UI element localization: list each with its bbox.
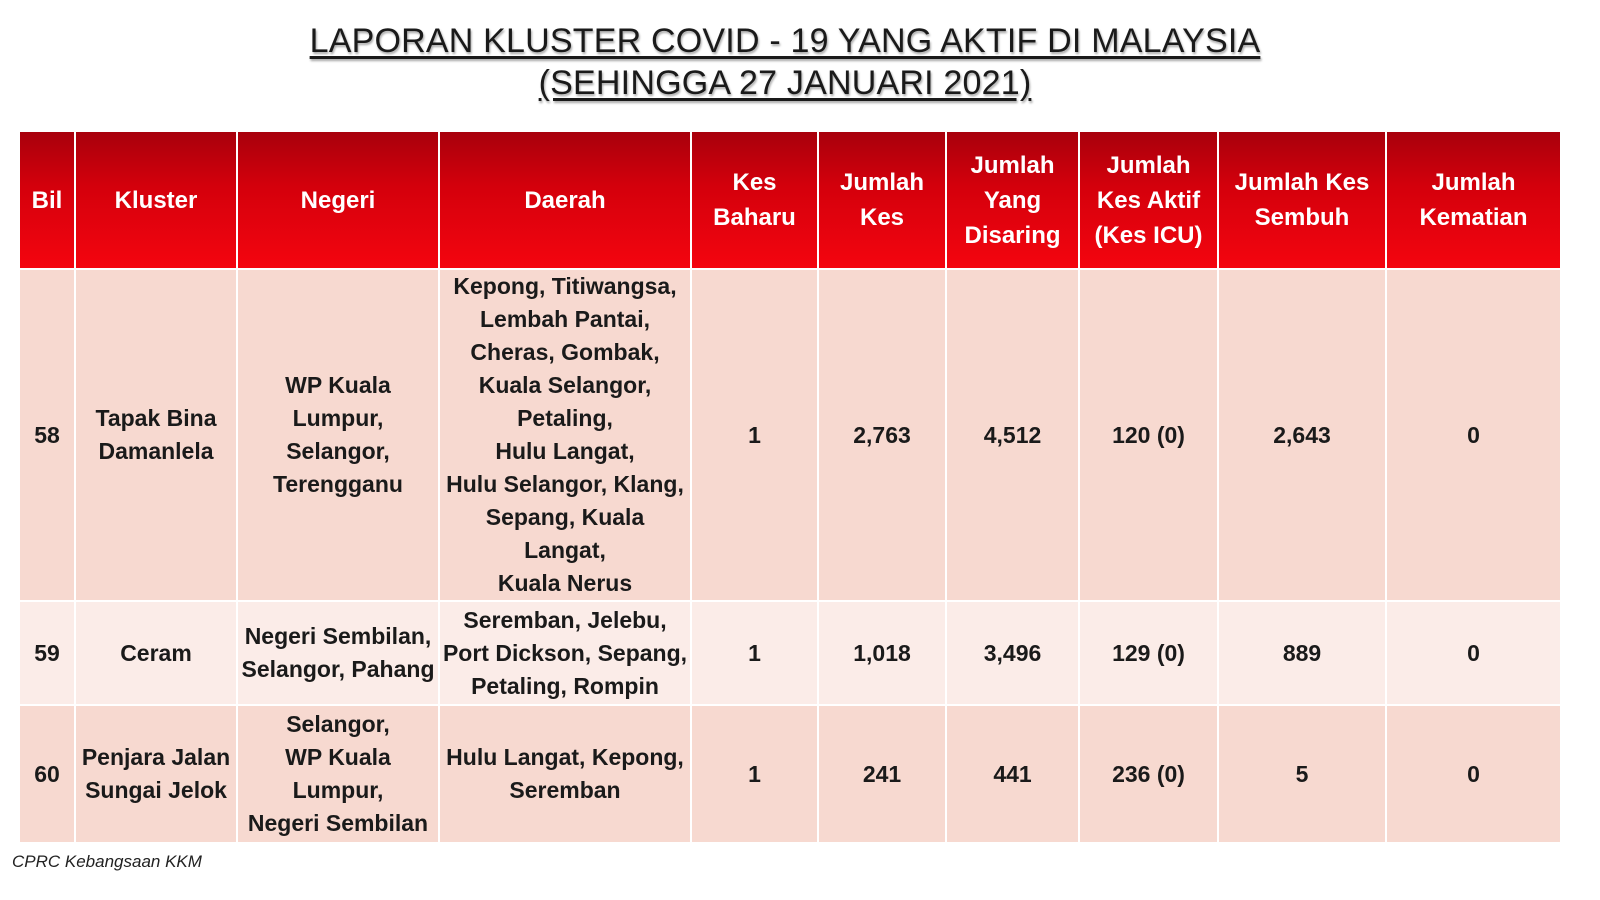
cell-kes-sembuh: 2,643 [1218,269,1386,601]
cell-kes-baharu: 1 [691,269,818,601]
cell-kluster: Penjara Jalan Sungai Jelok [75,705,237,843]
cell-kluster: Tapak Bina Damanlela [75,269,237,601]
cell-negeri: WP Kuala Lumpur, Selangor, Terengganu [237,269,439,601]
header-daerah: Daerah [439,131,691,269]
cell-negeri: Negeri Sembilan, Selangor, Pahang [237,601,439,705]
cell-jumlah-kes: 2,763 [818,269,946,601]
header-kluster: Kluster [75,131,237,269]
cell-jumlah-disaring: 4,512 [946,269,1079,601]
cell-kematian: 0 [1386,601,1561,705]
report-title [0,20,1570,104]
source-footer: CPRC Kebangsaan KKM [12,852,202,871]
header-kematian: Jumlah Kematian [1386,131,1561,269]
cell-kematian: 0 [1386,705,1561,843]
table-row [19,705,1561,843]
cell-bil: 58 [19,269,75,601]
table-row [19,601,1561,705]
header-kes-baharu: Kes Baharu [691,131,818,269]
cell-daerah: Hulu Langat, Kepong, Seremban [439,705,691,843]
header-jumlah-disaring: Jumlah Yang Disaring [946,131,1079,269]
cell-kes-aktif: 129 (0) [1079,601,1218,705]
cell-kematian: 0 [1386,269,1561,601]
cell-jumlah-kes: 1,018 [818,601,946,705]
cell-daerah: Seremban, Jelebu, Port Dickson, Sepang, Petaling, Rompin [439,601,691,705]
cell-kes-aktif: 120 (0) [1079,269,1218,601]
cluster-table [18,130,1562,844]
title-line-2: (SEHINGGA 27 JANUARI 2021) [538,64,1032,102]
cell-kes-aktif: 236 (0) [1079,705,1218,843]
cell-jumlah-kes: 241 [818,705,946,843]
header-kes-sembuh: Jumlah Kes Sembuh [1218,131,1386,269]
cell-kluster: Ceram [75,601,237,705]
header-negeri: Negeri [237,131,439,269]
cell-kes-baharu: 1 [691,601,818,705]
cell-jumlah-disaring: 441 [946,705,1079,843]
cell-bil: 60 [19,705,75,843]
cell-daerah: Kepong, Titiwangsa, Lembah Pantai, Cheras, Gombak, Kuala Selangor, Petaling, Hulu Langat, Hulu Selangor, Klang, Sepang, Kuala Langat, Kuala Nerus [439,269,691,601]
cell-kes-sembuh: 889 [1218,601,1386,705]
header-bil: Bil [19,131,75,269]
cell-negeri: Selangor, WP Kuala Lumpur, Negeri Sembilan [237,705,439,843]
cell-jumlah-disaring: 3,496 [946,601,1079,705]
title-line-1: LAPORAN KLUSTER COVID - 19 YANG AKTIF DI MALAYSIA [309,22,1261,60]
header-kes-aktif: Jumlah Kes Aktif (Kes ICU) [1079,131,1218,269]
header-jumlah-kes: Jumlah Kes [818,131,946,269]
table-row [19,269,1561,601]
cell-kes-sembuh: 5 [1218,705,1386,843]
cell-kes-baharu: 1 [691,705,818,843]
cell-bil: 59 [19,601,75,705]
header-row [19,131,1561,269]
